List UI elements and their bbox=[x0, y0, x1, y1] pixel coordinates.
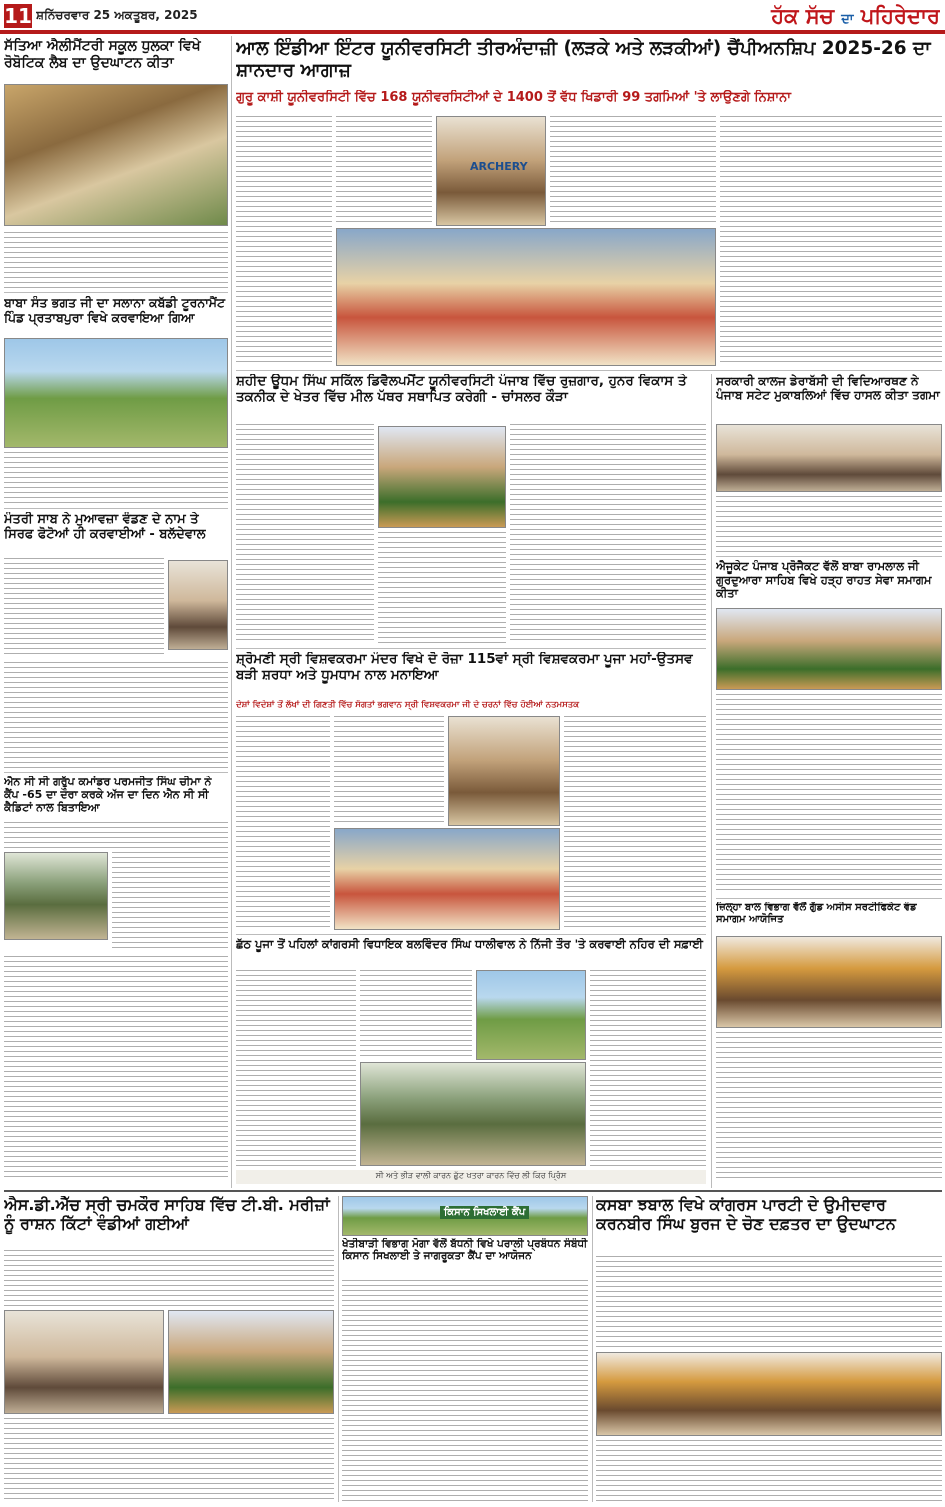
article-tb-lead bbox=[4, 1250, 334, 1306]
issue-date: ਸ਼ਨਿੱਚਰਵਾਰ 25 ਅਕਤੂਬਰ, 2025 bbox=[36, 8, 198, 22]
article-robotic-lab bbox=[4, 232, 228, 288]
article-vishwakarma-col3 bbox=[564, 716, 706, 930]
photo-kabaddi bbox=[4, 338, 228, 448]
article-minister-continued bbox=[4, 662, 228, 768]
column-divider bbox=[338, 1196, 339, 1502]
article-vishwakarma-col1 bbox=[236, 716, 330, 930]
subheadline-archery: ਗੁਰੂ ਕਾਸ਼ੀ ਯੂਨੀਵਰਸਿਟੀ ਵਿੱਚ 168 ਯੂਨੀਵਰਸਿਟੀਆਂ ਦੇ 1400 ਤੋਂ ਵੱਧ ਖਿਡਾਰੀ 99 ਤਗਮਿਆਂ 'ਤੇ ਲਾਉਣਗੇ ਨਿਸ਼ਾਨਾ bbox=[236, 90, 791, 105]
divider bbox=[4, 772, 228, 773]
article-udham-col1 bbox=[236, 424, 374, 644]
farm-banner-text: ਕਿਸਾਨ ਸਿਖਲਾਈ ਕੈਂਪ bbox=[440, 1206, 529, 1219]
brand-tail: ਪਹਿਰੇਦਾਰ bbox=[860, 3, 940, 28]
newspaper-brand bbox=[720, 2, 940, 30]
article-educate-punjab bbox=[716, 694, 942, 894]
photo-minister-portrait bbox=[168, 560, 228, 650]
photo-archery-bhangra bbox=[336, 228, 716, 366]
column-divider bbox=[592, 1196, 593, 1502]
photo-college-medal bbox=[716, 424, 942, 492]
photo-robotic-lab bbox=[4, 84, 228, 226]
photo-tb-ration-1 bbox=[4, 1310, 164, 1414]
article-chhath-col2 bbox=[360, 970, 472, 1060]
article-archery-col1 bbox=[236, 116, 332, 366]
divider bbox=[236, 934, 706, 935]
article-minister bbox=[4, 558, 164, 658]
headline-college-medal: ਸਰਕਾਰੀ ਕਾਲਜ ਡੇਰਾਬੱਸੀ ਦੀ ਵਿਦਿਆਰਥਣ ਨੇ ਪੰਜਾਬ ਸਟੇਟ ਮੁਕਾਬਲਿਆਂ ਵਿੱਚ ਹਾਸਲ ਕੀਤਾ ਤਗਮਾ bbox=[716, 374, 940, 403]
divider bbox=[236, 648, 706, 649]
article-ncc-continued bbox=[4, 956, 228, 1180]
subheadline-vishwakarma: ਦੇਸ਼ਾਂ ਵਿਦੇਸ਼ਾਂ ਤੋਂ ਲੱਖਾਂ ਦੀ ਗਿਣਤੀ ਵਿੱਚ ਸੰਗਤਾਂ ਭਗਵਾਨ ਸ੍ਰੀ ਵਿਸ਼ਵਕਰਮਾ ਜੀ ਦੇ ਚਰਨਾਂ ਵਿੱਚ ਹੋਈਆਂ ਨਤਮਸਤਕ bbox=[236, 700, 580, 710]
divider bbox=[4, 508, 228, 509]
article-archery-col4 bbox=[720, 116, 942, 366]
headline-educate-punjab: ਐਜੂਕੇਟ ਪੰਜਾਬ ਪ੍ਰੋਜੈਕਟ ਵੱਲੋਂ ਬਾਬਾ ਰਾਮਲਾਲ ਜੀ ਗੁਰਦੁਆਰਾ ਸਾਹਿਬ ਵਿਖੇ ਹੜ੍ਹ ਰਾਹਤ ਸੇਵਾ ਸਮਾਗਮ ਕੀਤਾ bbox=[716, 560, 932, 601]
article-college bbox=[716, 496, 942, 552]
headline-archery: ਆਲ ਇੰਡੀਆ ਇੰਟਰ ਯੂਨੀਵਰਸਿਟੀ ਤੀਰਅੰਦਾਜ਼ੀ (ਲੜਕੇ ਅਤੇ ਲੜਕੀਆਂ) ਚੈਂਪੀਅਨਸ਼ਿਪ 2025-26 ਦਾ ਸ਼ਾਨਦਾਰ ਆਗਾਜ਼ bbox=[236, 38, 931, 81]
article-tb bbox=[4, 1418, 334, 1502]
headline-district-certificate: ਜ਼ਿਲ੍ਹਾ ਬਾਲ ਵਿਭਾਗ ਵੱਲੋਂ ਗੁੱਡ ਅਸੀਸ ਸਰਟੀਫਿਕੇਟ ਵੰਡ ਸਮਾਗਮ ਆਯੋਜਿਤ bbox=[716, 902, 917, 925]
article-chhath-col1 bbox=[236, 970, 356, 1168]
article-archery-col2 bbox=[336, 116, 432, 226]
brand-mid: ਦਾ bbox=[841, 12, 854, 27]
photo-chhath-canal bbox=[360, 1062, 586, 1166]
article-farm-camp bbox=[342, 1280, 588, 1502]
divider bbox=[716, 556, 942, 557]
article-archery-col3 bbox=[550, 116, 716, 226]
photo-tb-ration-2 bbox=[168, 1310, 334, 1414]
article-ncc bbox=[112, 852, 228, 952]
article-chhath-col3 bbox=[590, 970, 706, 1168]
headline-udham-university: ਸ਼ਹੀਦ ਊਧਮ ਸਿੰਘ ਸਕਿੱਲ ਡਿਵੈਲਪਮੈਂਟ ਯੂਨੀਵਰਸਿਟੀ ਪੰਜਾਬ ਵਿੱਚ ਰੁਜ਼ਗਾਰ, ਹੁਨਰ ਵਿਕਾਸ ਤੇ ਤਕਨੀਕ ਦੇ ਖੇਤਰ ਵਿੱਚ ਮੀਲ ਪੱਥਰ ਸਥਾਪਿਤ ਕਰੇਗੀ - ਚਾਂਸਲਰ ਕੌੜਾ bbox=[236, 374, 687, 405]
headline-kabaddi: ਬਾਬਾ ਸੰਤ ਭਗਤ ਜੀ ਦਾ ਸਲਾਨਾ ਕਬੱਡੀ ਟੂਰਨਾਮੈਂਟ ਪਿੰਡ ਪ੍ਰਤਾਬਪੁਰਾ ਵਿਖੇ ਕਰਵਾਇਆ ਗਿਆ bbox=[4, 296, 226, 325]
archery-banner-text: ARCHERY bbox=[470, 160, 528, 173]
article-udham-col2 bbox=[378, 532, 506, 644]
divider bbox=[716, 898, 942, 899]
photo-ncc-cadets bbox=[4, 852, 108, 940]
article-ncc-lead bbox=[4, 822, 228, 850]
article-district bbox=[716, 1032, 942, 1182]
article-vishwakarma-col2 bbox=[334, 716, 444, 826]
column-divider bbox=[231, 36, 232, 1188]
photo-vishwakarma-gathering bbox=[334, 828, 560, 930]
section-divider bbox=[4, 1190, 942, 1192]
page-number: 11 bbox=[4, 4, 32, 28]
photo-caption-chhath: ਸੀ ਅਤੇ ਭੀੜ ਵਾਲੀ ਕਾਰਨ ਛੁੱਟ ਖਤਰਾ ਕਾਰਨ ਵਿੱਚ ਲੀ ਕਿਰ ਪ੍ਰਿੰਸ bbox=[236, 1170, 706, 1184]
photo-chhath-mla bbox=[476, 970, 586, 1060]
photo-vishwakarma-ceremony bbox=[448, 716, 560, 826]
article-udham-col3 bbox=[510, 424, 706, 644]
divider bbox=[236, 370, 942, 371]
headline-farm-camp: ਖੇਤੀਬਾੜੀ ਵਿਭਾਗ ਮੋਗਾ ਵੱਲੋਂ ਬੱਧਨੀ ਵਿਖੇ ਪਰਾਲੀ ਪ੍ਰਬੰਧਨ ਸੰਬੰਧੀ ਕਿਸਾਨ ਸਿਖਲਾਈ ਤੇ ਜਾਗਰੂਕਤਾ ਕੈਂਪ ਦਾ ਆਯੋਜਨ bbox=[342, 1238, 588, 1263]
column-divider bbox=[711, 374, 712, 1188]
brand-main: ਹੱਕ ਸੱਚ bbox=[771, 3, 834, 28]
article-congress-lead bbox=[596, 1256, 942, 1348]
article-congress bbox=[596, 1440, 942, 1502]
headline-vishwakarma: ਸ਼੍ਰੋਮਣੀ ਸ੍ਰੀ ਵਿਸ਼ਵਕਰਮਾ ਮੰਦਰ ਵਿਖੇ ਦੋ ਰੋਜ਼ਾ 115ਵਾਂ ਸ੍ਰੀ ਵਿਸ਼ਵਕਰਮਾ ਪੂਜਾ ਮਹਾਂ-ਉਤਸਵ ਬੜੀ ਸ਼ਰਧਾ ਅਤੇ ਧੂਮਧਾਮ ਨਾਲ ਮਨਾਇਆ bbox=[236, 652, 693, 683]
headline-ncc: ਐਨ ਸੀ ਸੀ ਗਰੁੱਪ ਕਮਾਂਡਰ ਪਰਮਜੀਤ ਸਿੰਘ ਚੀਮਾ ਨੇ ਕੈਂਪ -65 ਦਾ ਦੌਰਾ ਕਰਕੇ ਅੱਜ ਦਾ ਦਿਨ ਐਨ ਸੀ ਸੀ ਕੈਡਿਟਾਂ ਨਾਲ ਬਿਤਾਇਆ bbox=[4, 776, 212, 814]
photo-district-certificate bbox=[716, 936, 942, 1028]
headline-robotic-lab: ਸੱਤਿਆ ਐਲੀਮੈਂਟਰੀ ਸਕੂਲ ਧੁਲਕਾ ਵਿਖੇ ਰੋਬੋਟਿਕ ਲੈਬ ਦਾ ਉਦਘਾਟਨ ਕੀਤਾ bbox=[4, 38, 201, 71]
headline-chhath-canal: ਛੱਠ ਪੂਜਾ ਤੋਂ ਪਹਿਲਾਂ ਕਾਂਗਰਸੀ ਵਿਧਾਇਕ ਬਲਵਿੰਦਰ ਸਿੰਘ ਧਾਲੀਵਾਲ ਨੇ ਨਿੱਜੀ ਤੌਰ 'ਤੇ ਕਰਵਾਈ ਨਹਿਰ ਦੀ ਸਫ਼ਾਈ bbox=[236, 938, 703, 951]
photo-educate-punjab bbox=[716, 608, 942, 690]
headline-minister: ਮੰਤਰੀ ਸਾਬ ਨੇ ਮੁਆਵਜ਼ਾ ਵੰਡਣ ਦੇ ਨਾਮ ਤੇ ਸਿਰਫ ਫੋਟੋਆਂ ਹੀ ਕਰਵਾਈਆਂ - ਬਲੱਦੇਵਾਲ bbox=[4, 512, 206, 543]
headline-tb-ration: ਐਸ.ਡੀ.ਐੱਚ ਸ੍ਰੀ ਚਮਕੌਰ ਸਾਹਿਬ ਵਿੱਚ ਟੀ.ਬੀ. ਮਰੀਜ਼ਾਂ ਨੂੰ ਰਾਸ਼ਨ ਕਿੱਟਾਂ ਵੰਡੀਆਂ ਗਈਆਂ bbox=[4, 1196, 330, 1233]
photo-udham-conference bbox=[378, 426, 506, 528]
masthead-rule bbox=[0, 30, 945, 34]
article-kabaddi bbox=[4, 452, 228, 504]
headline-congress-office: ਕਸਬਾ ਝਬਾਲ ਵਿਖੇ ਕਾਂਗਰਸ ਪਾਰਟੀ ਦੇ ਉਮੀਦਵਾਰ ਕਰਨਬੀਰ ਸਿੰਘ ਬੁਰਜ ਦੇ ਚੋਣ ਦਫ਼ਤਰ ਦਾ ਉਦਘਾਟਨ bbox=[596, 1196, 896, 1233]
photo-congress-office bbox=[596, 1352, 942, 1436]
divider bbox=[4, 292, 228, 293]
